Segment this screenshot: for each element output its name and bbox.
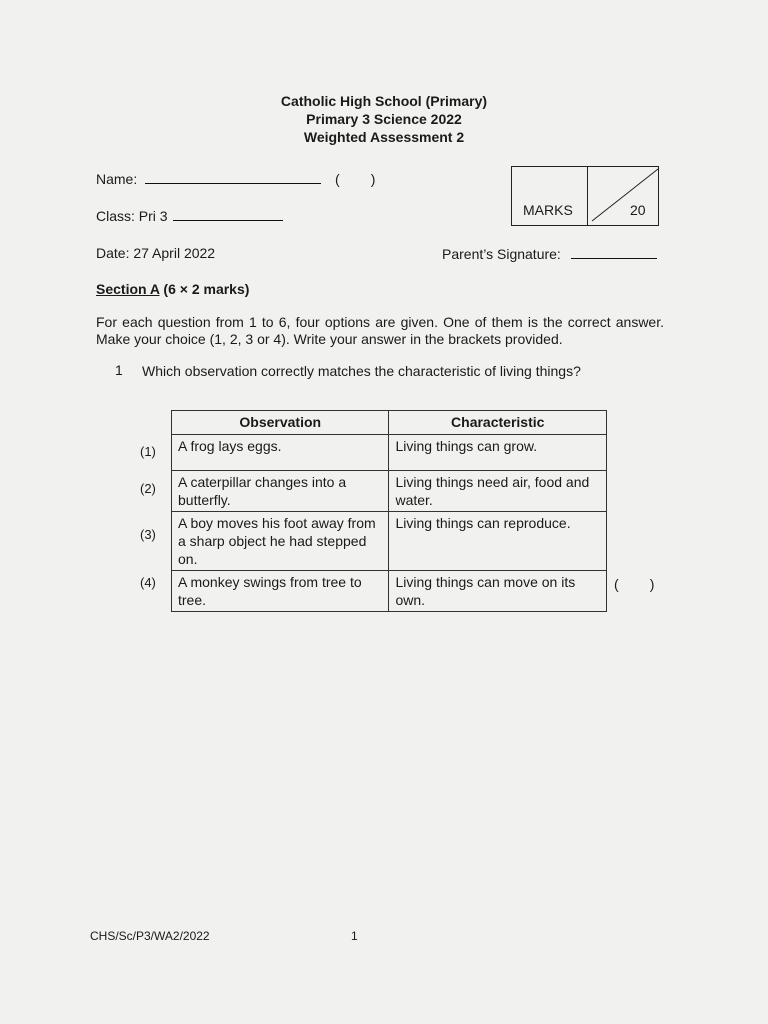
class-label: Class: Pri 3 <box>96 208 168 224</box>
option-number: (4) <box>140 575 156 590</box>
characteristic-cell: Living things can grow. <box>389 435 607 471</box>
class-blank[interactable] <box>173 220 283 221</box>
observation-header: Observation <box>172 411 389 435</box>
characteristic-cell: Living things can move on its own. <box>389 571 607 612</box>
option-number: (3) <box>140 527 156 542</box>
class-field <box>96 208 283 224</box>
marks-label: MARKS <box>523 202 573 218</box>
subject-title: Primary 3 Science 2022 <box>306 111 462 127</box>
marks-box <box>511 166 659 226</box>
parent-signature-label: Parent’s Signature: <box>442 246 561 262</box>
marks-total: 20 <box>630 202 646 218</box>
footer-code: CHS/Sc/P3/WA2/2022 <box>90 929 210 943</box>
observation-cell: A boy moves his foot away from a sharp object he had stepped on. <box>172 512 389 571</box>
table-row <box>172 512 607 571</box>
characteristic-header: Characteristic <box>389 411 607 435</box>
section-title: Section A <box>96 281 160 297</box>
name-blank[interactable] <box>145 183 321 184</box>
options-table <box>171 410 607 612</box>
name-label: Name: <box>96 171 138 187</box>
page-number: 1 <box>351 929 358 943</box>
date-field: Date: 27 April 2022 <box>96 245 216 261</box>
name-field <box>96 171 375 187</box>
observation-cell: A monkey swings from tree to tree. <box>172 571 389 612</box>
question-text: Which observation correctly matches the characteristic of living things? <box>142 363 581 379</box>
characteristic-cell: Living things can reproduce. <box>389 512 607 571</box>
observation-cell: A frog lays eggs. <box>172 435 389 471</box>
question-number: 1 <box>115 362 123 378</box>
assessment-title: Weighted Assessment 2 <box>303 129 465 145</box>
school-name: Catholic High School (Primary) <box>280 93 488 109</box>
observation-cell: A caterpillar changes into a butterfly. <box>172 471 389 512</box>
option-number: (2) <box>140 481 156 496</box>
table-row <box>172 471 607 512</box>
section-heading <box>96 281 249 297</box>
table-row <box>172 571 607 612</box>
table-row <box>172 435 607 471</box>
answer-brackets[interactable]: ( ) <box>614 576 655 592</box>
page-header <box>0 92 768 146</box>
parent-signature-field <box>442 246 657 262</box>
marks-diagonal <box>588 167 660 225</box>
option-number: (1) <box>140 444 156 459</box>
section-marks: (6 × 2 marks) <box>163 281 250 297</box>
index-brackets: ( ) <box>335 171 376 187</box>
table-header-row <box>172 411 607 435</box>
section-instructions: For each question from 1 to 6, four options are given. One of them is the correct answer. Make your choice (1, 2, 3 or 4). Write your answer in the brackets provided. <box>96 314 664 347</box>
parent-signature-blank[interactable] <box>571 258 657 259</box>
characteristic-cell: Living things need air, food and water. <box>389 471 607 512</box>
